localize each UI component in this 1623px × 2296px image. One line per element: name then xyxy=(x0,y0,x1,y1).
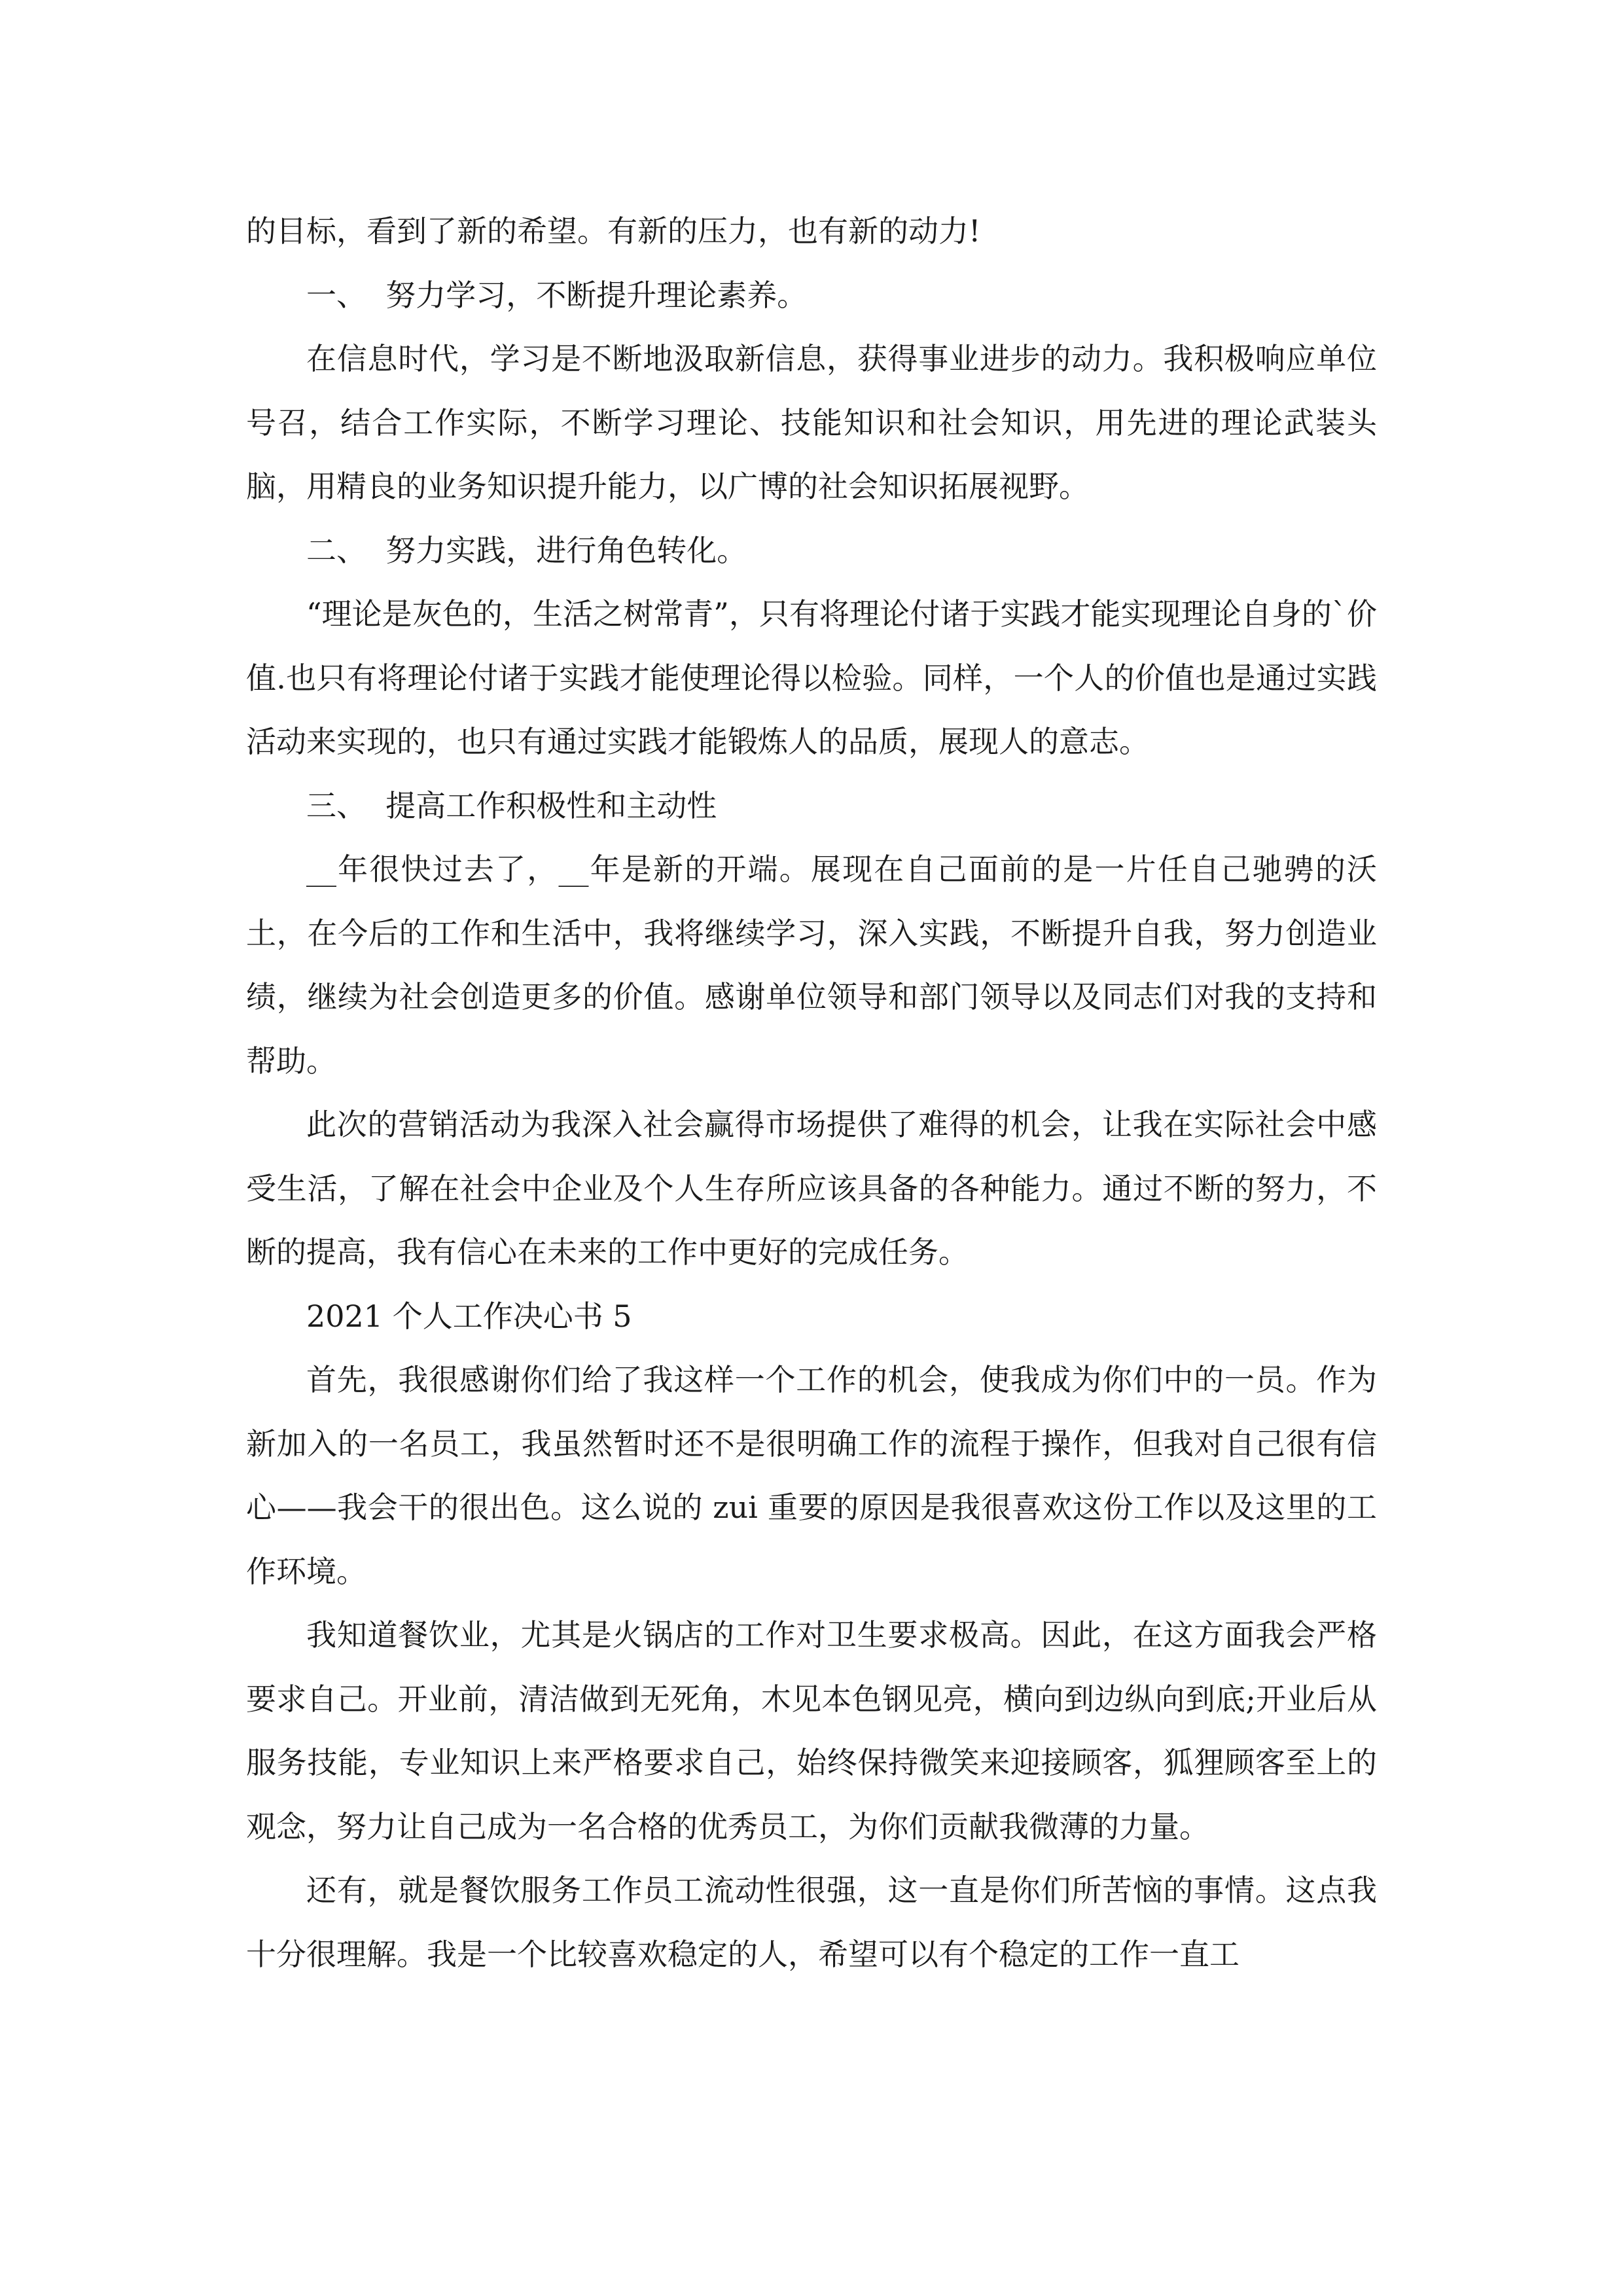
document-subtitle: 2021 个人工作决心书 5 xyxy=(306,1298,632,1334)
paragraph-1: 的目标，看到了新的希望。有新的压力，也有新的动力! xyxy=(246,213,981,249)
section-heading-3: 三、 提高工作积极性和主动性 xyxy=(306,787,717,823)
section-heading-1: 一、 努力学习，不断提升理论素养。 xyxy=(306,277,808,313)
paragraph-2: 在信息时代，学习是不断地汲取新信息，获得事业进步的动力。我积极响应单位号召，结合工作实际，不断学习理论、技能知识和社会知识，用先进的理论武装头脑，用精良的业务知识提升能力，以广博的社会知识拓展视野。 xyxy=(246,341,1377,504)
paragraph-5: 此次的营销活动为我深入社会赢得市场提供了难得的机会，让我在实际社会中感受生活，了解在社会中企业及个人生存所应该具备的各种能力。通过不断的努力，不断的提高，我有信心在未来的工作中更好的完成任务。 xyxy=(246,1107,1377,1270)
section-heading-2: 二、 努力实践，进行角色转化。 xyxy=(306,532,747,568)
paragraph-6: 首先，我很感谢你们给了我这样一个工作的机会，使我成为你们中的一员。作为新加入的一名员工，我虽然暂时还不是很明确工作的流程于操作，但我对自己很有信心——我会干的很出色。这么说的 zui 重要的原因是我很喜欢这份工作以及这里的工作环境。 xyxy=(246,1362,1377,1589)
document-body xyxy=(246,200,1377,1986)
paragraph-4: __年很快过去了，__年是新的开端。展现在自己面前的是一片任自己驰骋的沃土，在今后的工作和生活中，我将继续学习，深入实践，不断提升自我，努力创造业绩，继续为社会创造更多的价值。感谢单位领导和部门领导以及同志们对我的支持和帮助。 xyxy=(246,852,1377,1079)
paragraph-3: “理论是灰色的，生活之树常青”，只有将理论付诸于实践才能实现理论自身的`价值.也只有将理论付诸于实践才能使理论得以检验。同样，一个人的价值也是通过实践活动来实现的，也只有通过实践才能锻炼人的品质，展现人的意志。 xyxy=(246,596,1377,759)
paragraph-7: 我知道餐饮业，尤其是火锅店的工作对卫生要求极高。因此，在这方面我会严格要求自己。开业前，清洁做到无死角，木见本色钢见亮，横向到边纵向到底;开业后从服务技能，专业知识上来严格要求自己，始终保持微笑来迎接顾客，狐狸顾客至上的观念，努力让自己成为一名合格的优秀员工，为你们贡献我微薄的力量。 xyxy=(246,1617,1377,1844)
paragraph-8: 还有，就是餐饮服务工作员工流动性很强，这一直是你们所苦恼的事情。这点我十分很理解。我是一个比较喜欢稳定的人，希望可以有个稳定的工作一直工 xyxy=(246,1873,1377,1972)
